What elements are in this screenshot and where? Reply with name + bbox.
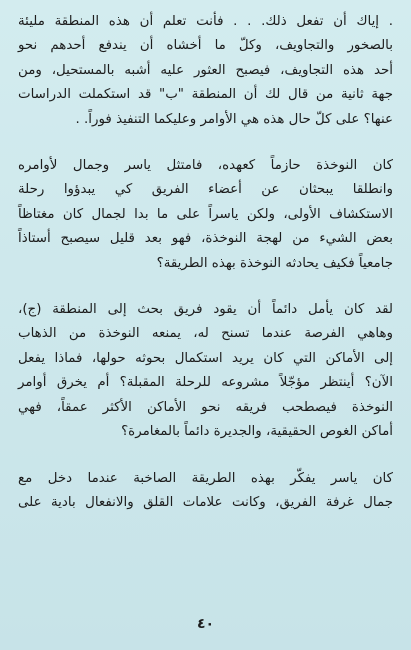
text-line: لقد كان يأمل دائماً أن يقود فريق بحث إلى المنطقة (ج)، [18, 302, 393, 318]
text-line: الاستكشاف الأولى، ولكن ياسراً على ما بدا لجمال كان مغتاظاً [18, 206, 393, 222]
text-line: كان ياسر يفكّر بهذه الطريقة الصاخبة عندما دخل مع [18, 470, 393, 486]
text-line: أحد هذه التجاويف، فيصبح العثور عليه أشبه بالمستحيل، ومن [18, 62, 393, 78]
text-line: وانطلقا يبحثان عن أعضاء الفريق كي يبدؤوا رحلة [18, 182, 393, 198]
text-line: . إياك أن تفعل ذلك. . . فأنت تعلم أن هذه المنطقة مليئة [18, 14, 393, 29]
paragraph-2 [18, 154, 393, 276]
paragraph-1 [18, 10, 393, 132]
text-line: إلى الأماكن التي كان يريد استكمال بحوثه حولها، فماذا يفعل [18, 350, 393, 366]
paragraph-3 [18, 298, 393, 444]
text-line: جامعياً فكيف يحادثه النوخذة بهذه الطريقة؟ [156, 255, 393, 271]
text-line: كان النوخذة حازماً كعهده، فامتثل ياسر وجمال لأوامره [18, 158, 393, 174]
text-line: جهة ثانية من قال لك أن المنطقة "ب" قد استكملت الدراسات [18, 87, 393, 103]
page-number: ٤٠ [196, 616, 215, 632]
body-text [18, 10, 393, 537]
text-line: بعض الشيء من لهجة النوخذة، فهو بعد قليل سيصبح أستاذاً [18, 231, 393, 247]
text-line: أماكن الغوص الحقيقية، والجديرة دائماً بالمغامرة؟ [121, 424, 393, 440]
text-line: عنها؟ على كلّ حال هذه هي الأوامر وعليكما التنفيذ فوراً. . [75, 111, 393, 127]
text-line: بالصخور والتجاويف، وكلّ ما أخشاه أن يندفع أحدهم نحو [18, 38, 393, 54]
text-line: وهاهي الفرصة عندما تسنح له، يمنعه النوخذة من الذهاب [18, 326, 393, 342]
paragraph-4 [18, 467, 393, 516]
text-line: النوخذة فيصطحب فريقه نحو الأماكن الأكثر عمقاً، فهي [18, 399, 393, 415]
text-line: جمال غرفة الفريق، وكانت علامات القلق والانفعال بادية على [18, 494, 393, 510]
text-line: الآن؟ أينتظر مؤجّلاً مشروعه للرحلة المقبلة؟ أم يخرق أوامر [18, 375, 393, 391]
